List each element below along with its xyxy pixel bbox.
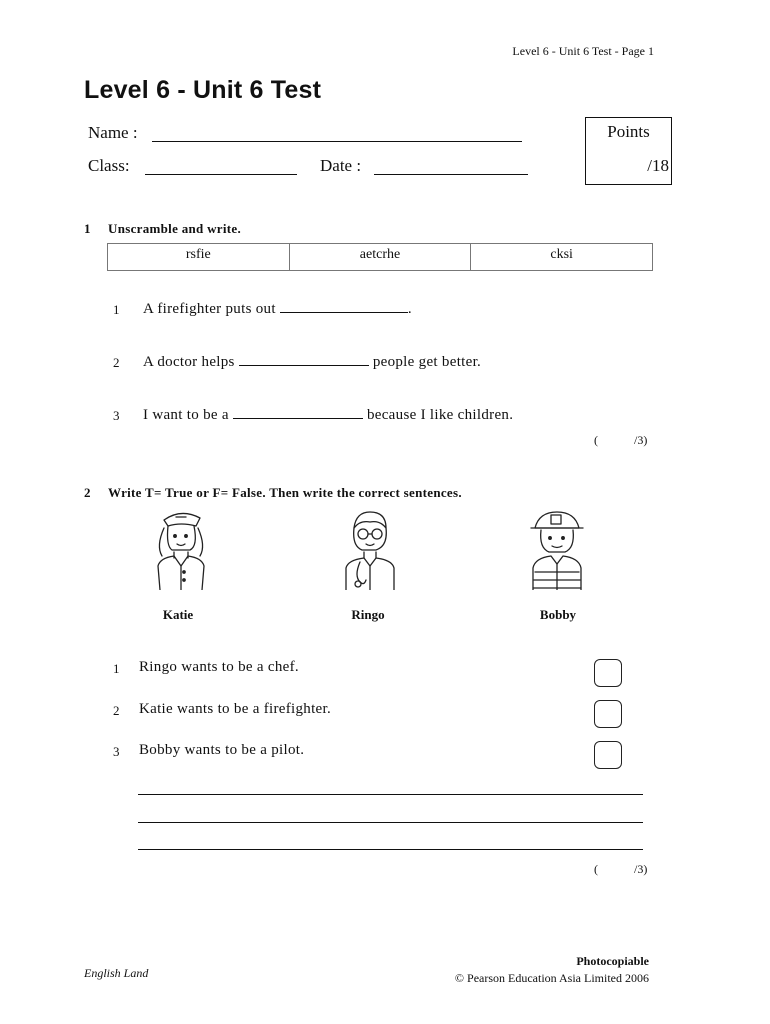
scrambled-word-table — [107, 243, 653, 271]
statement-text: Ringo wants to be a chef. — [139, 659, 299, 675]
score-open: ( — [594, 433, 598, 447]
statement-text: Katie wants to be a firefighter. — [139, 701, 332, 717]
question-number: 2 — [113, 355, 120, 370]
question-text: A firefighter puts out — [143, 301, 276, 317]
character-name-bobby: Bobby — [539, 607, 577, 622]
true-false-box[interactable] — [594, 659, 622, 687]
pilot-girl-icon — [146, 506, 216, 590]
scrambled-word: rsfie — [185, 247, 211, 262]
statement-number: 2 — [113, 703, 120, 718]
question-number: 3 — [113, 408, 120, 423]
section-2-instruction: Write T= True or F= False. Then write the correct sentences. — [108, 485, 462, 500]
true-false-box[interactable] — [594, 700, 622, 728]
statement-number: 3 — [113, 744, 120, 759]
question-1 — [143, 300, 412, 318]
firefighter-boy-icon — [521, 506, 591, 590]
class-field[interactable] — [145, 174, 297, 175]
section-2-number: 2 — [84, 485, 91, 500]
question-text: I want to be a — [143, 407, 229, 423]
footer-copyright-block — [400, 953, 649, 987]
points-box — [585, 117, 672, 185]
footer-brand: English Land — [84, 966, 149, 980]
scrambled-word: cksi — [470, 244, 652, 270]
answer-blank[interactable] — [233, 406, 363, 419]
name-label: Name : — [88, 123, 138, 142]
points-total: /18 — [647, 156, 669, 175]
question-text-end: people get better. — [372, 354, 482, 370]
question-3 — [143, 406, 513, 424]
doctor-boy-icon — [334, 506, 404, 590]
score-open: ( — [594, 862, 598, 876]
photocopiable-label: Photocopiable — [576, 954, 649, 968]
statement-number: 1 — [113, 661, 120, 676]
character-name-ringo: Ringo — [351, 607, 385, 622]
writing-line[interactable] — [138, 794, 643, 795]
writing-line[interactable] — [138, 822, 643, 823]
class-label: Class: — [88, 156, 130, 175]
date-field[interactable] — [374, 174, 528, 175]
question-text: A doctor helps — [143, 354, 235, 370]
writing-line[interactable] — [138, 849, 643, 850]
score-total: /3) — [634, 862, 648, 876]
answer-blank[interactable] — [239, 353, 369, 366]
page-header: Level 6 - Unit 6 Test - Page 1 — [512, 44, 654, 58]
question-text-end: . — [407, 301, 412, 317]
statement-text: Bobby wants to be a pilot. — [139, 742, 305, 758]
character-name-katie: Katie — [162, 607, 194, 622]
score-total: /3) — [634, 433, 648, 447]
scrambled-word: aetcrhe — [289, 244, 471, 270]
question-text-end: because I like children. — [366, 407, 514, 423]
true-false-box[interactable] — [594, 741, 622, 769]
points-label: Points — [607, 122, 650, 141]
question-number: 1 — [113, 302, 120, 317]
answer-blank[interactable] — [280, 300, 408, 313]
date-label: Date : — [320, 156, 362, 175]
page-title: Level 6 - Unit 6 Test — [84, 76, 322, 104]
name-field[interactable] — [152, 141, 522, 142]
section-1-number: 1 — [84, 221, 91, 236]
copyright-text: © Pearson Education Asia Limited 2006 — [454, 971, 649, 985]
question-2 — [143, 353, 481, 371]
section-1-instruction: Unscramble and write. — [108, 221, 242, 236]
